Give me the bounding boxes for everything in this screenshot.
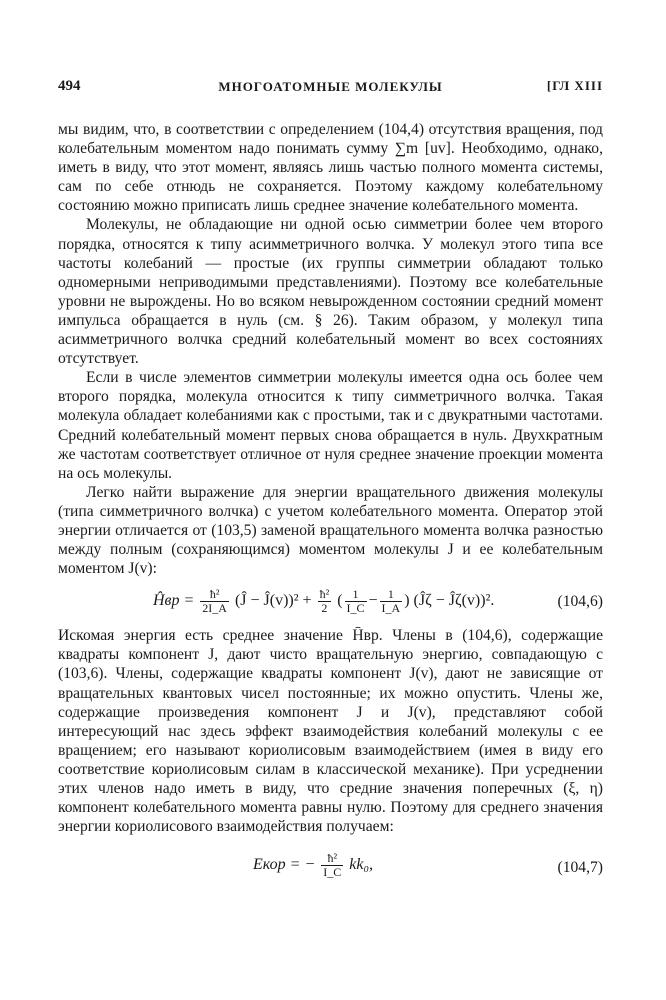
fraction: $\frac{\text{ħ²}}{I\_C}$ xyxy=(323,851,342,880)
equation-number: (104,6) xyxy=(557,593,603,611)
eq-lhs: Ĥвр = xyxy=(153,592,195,610)
paragraph: мы видим, что, в соответствии с определением (104,4) отсутствия вращения, под колебательным моментом надо понимать сумму ∑m [uv]. Необходимо, однако, иметь в виду, что этот момент, являясь лишь частью полного момента системы, сам по себе отнюдь не сохраняется. Поэтому каждому колебательному состоянию можно приписать лишь среднее значение колебательного момента. xyxy=(58,121,603,215)
fraction: $\frac{\text{ħ²}}{2}$ xyxy=(319,587,330,616)
eq-term: kk₀, xyxy=(349,856,374,874)
equation-formula xyxy=(253,852,373,879)
eq-lhs: Eкор = − xyxy=(253,856,316,874)
equation-formula: Ĥвр = $\frac{\text{ħ²}}{2I\_A}$ (Ĵ − Ĵ(v))² + $\frac{\text{ħ²}}{2}$ ( $\frac{1}{I\_C}$ − $\frac{1}{I\_A}$ ) (Ĵζ − Ĵζ(v))². xyxy=(153,587,495,616)
page-number: 494 xyxy=(58,78,81,94)
page-body xyxy=(58,120,603,888)
paragraph: Если в числе элементов симметрии молекулы имеется одна ось более чем второго порядка, молекула относится к типу симметричного волчка. Такая молекула обладает колебаниями как с простыми, так и с двукратными частотами. Средний колебательный момент первых снова обращается в нуль. Двухкратным же частотам соответствует отличное от нуля среднее значение проекции момента на ось молекулы. xyxy=(58,369,603,482)
eq-term: (Ĵ − Ĵ(v))² + xyxy=(234,592,312,610)
paragraph: Искомая энергия есть среднее значение H̄вр. Члены в (104,6), содержащие квадраты компонент J, дают чисто вращательную энергию, совпадающую с (103,6). Члены, содержащие квадраты компонент J(v), дают не зависящие от вращательных квантовых чисел постоянные; их можно опустить. Члены же, содержащие произведения компонент J и J(v), представляют собой интересующий нас здесь эффект взаимодействия колебаний молекулы с ее вращением; его называют кориолисовым взаимодействием (имея в виду его соответствие кориолисовым силам в классической механике). При усреднении этих членов надо иметь в виду, что средние значения поперечных (ξ, η) компонент колебательного момента равны нулю. Поэтому для среднего значения энергии кориолисового взаимодействия получаем: xyxy=(58,627,603,836)
fraction: $\frac{\text{ħ²}}{2I\_A}$ xyxy=(202,587,227,616)
paragraph: Молекулы, не обладающие ни одной осью симметрии более чем второго порядка, относятся к типу асимметричного волчка. У молекул этого типа все частоты колебаний — простые (их группы симметрии обладают только одномерными неприводимыми представлениями). Поэтому все колебательные уровни не вырождены. Но во всяком невырожденном состоянии средний момент импульса обращается в нуль (см. § 26). Таким образом, у молекул типа асимметричного волчка средний колебательный момент во всех состояниях отсутствует. xyxy=(58,216,603,368)
paragraph: Легко найти выражение для энергии вращательного движения молекулы (типа симметричного волчка) с учетом колебательного момента. Оператор этой энергии отличается от (103,5) заменой вращательного момента волчка разностью между полным (сохраняющимся) моментом молекулы J и ее колебательным моментом J(v): xyxy=(58,483,603,578)
equation-number: (104,7) xyxy=(557,859,603,877)
chapter-label: [ГЛ XIII xyxy=(546,78,603,93)
page-header xyxy=(58,78,603,100)
equation-104-7 xyxy=(58,844,603,888)
fraction: $\frac{1}{I\_C}$ xyxy=(346,587,365,616)
book-page xyxy=(58,78,603,892)
eq-term: (Ĵζ − Ĵζ(v))². xyxy=(413,592,495,610)
running-title: МНОГОАТОМНЫЕ МОЛЕКУЛЫ xyxy=(218,79,443,94)
fraction: $\frac{1}{I\_A}$ xyxy=(381,587,401,616)
equation-104-6 xyxy=(58,582,603,622)
